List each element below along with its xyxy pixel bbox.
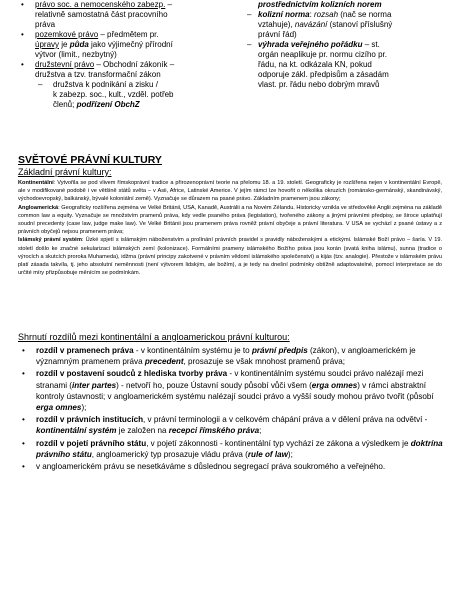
bullet-dot: • bbox=[22, 415, 25, 425]
dash-marker: – bbox=[247, 10, 252, 19]
public-order-desc-4: vlast. pr. řádu nebo dobrým mravů bbox=[258, 80, 380, 89]
bullet-dot: • bbox=[22, 346, 25, 355]
land-law-desc: úpravy je půda jako výjimečný přírodní bbox=[35, 40, 173, 49]
public-order-desc: orgán neaplikuje pr. normu cizího pr. bbox=[258, 50, 387, 59]
dash-marker: – bbox=[247, 40, 252, 49]
angloamerican-paragraph: Angloamerická: Geograficky rozšířena zejména ve Velké Británii, USA, Kanadě, Austrálii a na Novém Zélandu. Historicky vznikla ve středověké Anglii zejména na základě common law a equity. Vyznačuje se množstvím pramenů práva, kdy vedle psaného práva (legislation), tvořeného zákony a jinými právními předpisy, se široce uplatňují soudní precedenty (case law, judge make law). Ve Velké Británii jsou pramenem práva rovněž právní obyčeje a právní literatura. V USA se vychází z psané ústavy a z právních obyčejů nejsou pramenem práva; bbox=[18, 204, 442, 236]
social-security-law-desc: relativně samostatná část pracovního bbox=[35, 10, 168, 19]
bullet-land-law: • pozemkové právo – předmětem pr. bbox=[18, 30, 238, 40]
list-item: • rozdíl v pramenech práva - v kontinentálním systému je to právní předpis (zákon), v angloamerickém je významným pramenem práva precedent, prosazuje se však mnohost pramenů práva; bbox=[18, 345, 446, 367]
islamic-paragraph: Islámský právní systém: Úzké spjetí s islámským náboženstvím a prolínání právních pravidel s pravidly náboženskými a etickými. Islámské Boží právo – šaría. V 19. století došlo ke značné sekularizaci islámských zemí (kolonizace). Formálními prameny islámského Božího práva jsou korán (svatá kniha islámu), sunna (tradice o výrocích a skutcích proroka Muhameda), idžma (právní principy zakotvené v právním vědomí islámského společenství) a kijás (tzv. analogie). Přestože v islámském právu platí zásada takvíla, tj. jeho absolutní neměnnosti (není výtvorem lidským, ale božím), a je tedy na dnešní podmínky obtížně adaptovatelné, pomocí interpretace se do určité míry přizpůsobuje měnícím se podmínkám. bbox=[18, 237, 443, 277]
public-order-item: – výhrada veřejného pořádku – st. bbox=[247, 40, 380, 49]
differences-list bbox=[18, 345, 446, 473]
summary-heading: Shrnutí rozdílů mezi kontinentální a angloamerickou právní kulturou: bbox=[18, 332, 290, 342]
section-subheading: Základní právní kultury: bbox=[18, 167, 112, 177]
section-heading: SVĚTOVÉ PRÁVNÍ KULTURY bbox=[18, 154, 162, 166]
list-item: • rozdíl v postavení soudců z hlediska tvorby práva - v kontinentálním systému soudci právo nalézají mezi stranami (inter partes) - netvoří ho, pouze Ústavní soudy působí vůči všem (erga omnes) v rámci abstraktní kontroly ústavnosti; v angloamerickém systému nalézají soudci právo a vyšší soudy mohou právo tvořit (působí erga omnes); bbox=[18, 368, 446, 413]
bullet-dot: • bbox=[22, 438, 25, 448]
bullet-dot: • bbox=[22, 369, 25, 379]
bullet-cooperative-law: • družstevní právo – Obchodní zákoník – bbox=[18, 60, 238, 70]
right-column bbox=[247, 0, 459, 90]
social-security-law-desc-2: práva bbox=[35, 20, 56, 29]
bullet-social-security-law: • právo soc. a nemocenského zabezp. – bbox=[18, 0, 238, 10]
continental-paragraph: Kontinentální: Vytvořila se pod vlivem římskoprávní tradice a přirozenoprávní teorie na přelomu 18. a 19. století. Geograficky je rozšířena nejen v kontinentální Evropě, ale v modifikované podobě i ve většině států světa – v Asii, Africe, Latinské Americe. V jejím rámci lze hovořit o několika okruzích (románsko-germánský, skandinávský, východoevropský, balkánský, bývalé koloniální země). Vyznačuje se důrazem na psané právo. Základním pramenem jsou zákony; bbox=[18, 180, 442, 203]
public-order-desc-2: řádu, na kt. odkázala KN, pokud bbox=[258, 60, 372, 69]
collision-norm-item: – kolizní norma: rozsah (nač se norma bbox=[247, 10, 392, 19]
land-law-term: pozemkové právo bbox=[35, 30, 99, 39]
collision-norm-desc: vztahuje), navázání (stanoví příslušný bbox=[258, 20, 393, 29]
legal-cultures-text bbox=[18, 179, 442, 277]
public-order-desc-3: odporuje zákl. předpisům a zásadám bbox=[258, 70, 389, 79]
cooperative-law-term: družstevní právo bbox=[35, 60, 95, 69]
bullet-dot: • bbox=[21, 60, 24, 69]
two-column-section bbox=[0, 0, 459, 146]
left-column bbox=[18, 0, 238, 110]
cooperative-law-desc: družstva a tzv. transformační zákon bbox=[35, 70, 161, 79]
land-law-desc-2: výtvor (limit., nezbytný) bbox=[35, 50, 117, 59]
bullet-dot: • bbox=[21, 30, 24, 39]
list-item: • rozdíl v pojetí právního státu, v pojetí zákonnosti - kontinentální typ vychází ze zákona a výsledkem je doktrína právního státu, angloamerický typ prosazuje vládu práva (rule of law); bbox=[18, 438, 446, 460]
dash-marker: – bbox=[38, 80, 43, 89]
sub-bullet-cooperatives: – družstva k podnikání a zisku / bbox=[38, 80, 158, 89]
collision-norms-line: prostřednictvím kolizních norem bbox=[258, 0, 382, 9]
list-item: • rozdíl v právních institucích, v právní terminologii a v celkovém chápání práva a v dělení práva na odvětví - kontinentální systém je založen na recepci římského práva; bbox=[18, 414, 446, 436]
list-item: • v angloamerickém právu se nesetkáváme s důslednou segregací práva soukromého a veřejného. bbox=[18, 461, 446, 472]
social-security-law-term: právo soc. a nemocenského zabezp. bbox=[35, 0, 166, 9]
cooperatives-desc-2: členů; podřízení ObchZ bbox=[53, 100, 140, 109]
bullet-dot: • bbox=[22, 462, 25, 472]
bullet-dot: • bbox=[21, 0, 24, 9]
collision-norm-desc-2: právní řád) bbox=[258, 30, 297, 39]
cooperatives-desc: k zabezp. soc., kult., vzděl. potřeb bbox=[53, 90, 174, 99]
